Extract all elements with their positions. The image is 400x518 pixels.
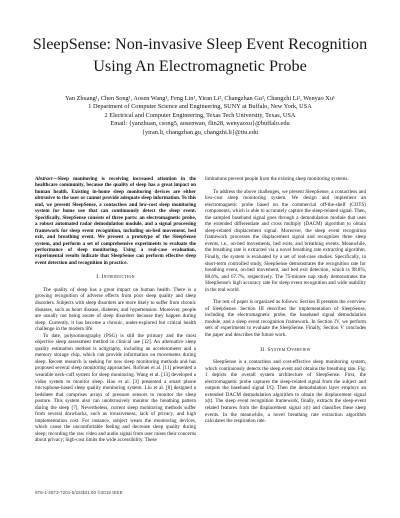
right-paragraph-1: To address the above challenges, we present SleepSense, a contactless and low-cost sleep monitoring system. We design and implement an electromagnetic probe based on the commercial off-the-shelf (COTS) components, which is able to accurately capture the sleep-related signal. Then, the sampled baseband signal goes through a demodulation module that uses the extended differentiate and cross multiply (DACM) algorithm to obtain sleep-related displacement signal. Moreover, the sleep event recognition framework processes the displacement signal and recognizes three sleep events, i.e., on-bed movements, bed exits, and breathing events. Meanwhile, the breathing rate is extracted via a novel breathing rate extracting algorithm. Finally, the system is evaluated by a set of real-case studies. Specifically, in short-term controlled study, SleepSense demonstrates the recognition rate for breathing event, on-bed movement, and bed exit detection, which is 98.8%, 88.6%, and 67.7%, respectively. The 75-minute nap study demonstrates the SleepSense's high accuracy rate for sleep event recognition and wide usability in the real world. (205, 188, 366, 293)
right-column (205, 176, 366, 425)
author-block (10, 95, 390, 137)
abstract-label: Abstract (35, 176, 53, 182)
email-line-1: Email: {yanzhuan, csong5, aosenwan, flin28, wenyaoxu}@buffalo.edu (110, 120, 290, 128)
section-heading-system-overview: II. System Overview (260, 346, 311, 353)
section-heading-introduction: I. Introduction (96, 274, 135, 281)
affiliation-2: 2 Electrical and Computer Engineering, Texas Tech University, Texas, USA (104, 111, 296, 119)
author-list: Yan Zhuang¹, Chen Song¹, Aosen Wang¹, Feng Lin¹, Yiran Li², Changzhan Gu², Changzhi Li², Wenyao Xu¹ (65, 95, 335, 102)
left-column (35, 176, 196, 444)
right-paragraph-0: limitations prevent people from the existing sleep monitoring systems. (205, 176, 349, 182)
affiliation-1: 1 Department of Computer Science and Engineering, SUNY at Buffalo, New York, USA (88, 103, 312, 111)
right-paragraph-3: SleepSense is a contactless and cost-effective sleep monitoring system, which continuously detects the sleep event and obtains the breathing rate. Fig. 1 depicts the overall system architecture of SleepSense. First, the electromagnetic probe captures the sleep-related signal from the subject and outputs the baseband signal I/Q. Then the demodulation layer employs an extended DACM demodulation algorithm to obtain the displacement signal x(t). The sleep event recognition framework, finally, extracts the sleep-event related features from the displacement signal x(t) and classifies these sleep events. In the meanwhile, a novel breathing rate extraction algorithm calculates the respiration rate. (205, 359, 366, 425)
copyright-footer: 978-1-4673-7201-5/15/$31.00 ©2015 IEEE (35, 490, 123, 495)
abstract (35, 176, 196, 266)
paper-title-line1: SleepSense: Non-invasive Sleep Event Recognition (32, 35, 368, 53)
paper-title-line2: Using An Electromagnetic Probe (93, 57, 307, 75)
abstract-text: —Sleep monitoring is receiving increased attention in the healthcare community, because the quality of sleep has a great impact on human health. Existing in-home sleep monitoring devices are either obtrusive to the user or cannot provide adequate sleep information. To this end, we present SleepSense, a contactless and low-cost sleep monitoring system for home use that can continuously detect the sleep event. Specifically, SleepSense consists of three parts: an electromagnetic probe, a robust automated radar demodulation module, and a signal processing framework for sleep event recognition, including on-bed movement, bed exit, and breathing event. We present a prototype of the SleepSense system, and perform a set of comprehensive experiments to evaluate the performance of sleep monitoring. Using a real-case evaluation, experimental results indicate that SleepSense can perform effective sleep event detection and recognition in practice. (35, 176, 196, 266)
intro-paragraph-1: The quality of sleep has a great impact on human health. There is a growing recognition of adverse effects from poor sleep quality and sleep disorders. Subjects with sleep disorders are more likely to suffer from chronic diseases, such as heart disease, diabetes, and hypertension. Moreover, people are usually not being aware of sleep disorders because they happen during sleep. Currently, it has become a chronic, under-explored but critical health challenge in the modern life. (35, 286, 196, 333)
email-line-2: {yiran.li, changzhan.gu, changzhi.li}@ttu.edu (141, 128, 259, 136)
right-paragraph-2: The rest of paper is organized as follows: Section II presents the overview of SleepSense. Section III describes the implementation of SleepSense, including the electromagnetic probe, the baseband signal demodulation module, and a sleep event recognition framework. In Section IV, we perform sets of experiments to evaluate the SleepSense. Finally, Section V concludes the paper and describes the future work. (205, 299, 366, 339)
intro-paragraph-2: To date, polysomnography (PSG) is still the primary and the most objective sleep assessment method in clinical use [12]. An alternative sleep quality estimation method is actigraphy, including an accelerometer and a memory storage chip, which can provide information on movements during sleep. Recent research is seeking for new sleep monitoring methods and has proposed several sleep monitoring approaches. Rofouei et al. [11] presented a wearable neck-cuff system for sleep monitoring. Wang et al. [13] developed a video system to monitor sleep. Hao et al. [3] presented a smart phone microphone-based sleep quality monitoring system. Liu et al. [8] designed a bedsheet that comprises arrays of pressure sensors to monitor the sleep posture. This system also can unobtrusively monitor the breathing pattern during the sleep [7]. Nevertheless, current sleep monitoring methods suffer from several drawbacks, such as invasiveness, lack of privacy, and high implementation cost. For instance, subject wears the monitoring devices, which cause the uncomfortable feeling and decrease sleep quality during sleep; recording the raw video and audio signal from user raises their concerns about privacy; high-cost limits the wide accessibility. These (35, 332, 196, 444)
